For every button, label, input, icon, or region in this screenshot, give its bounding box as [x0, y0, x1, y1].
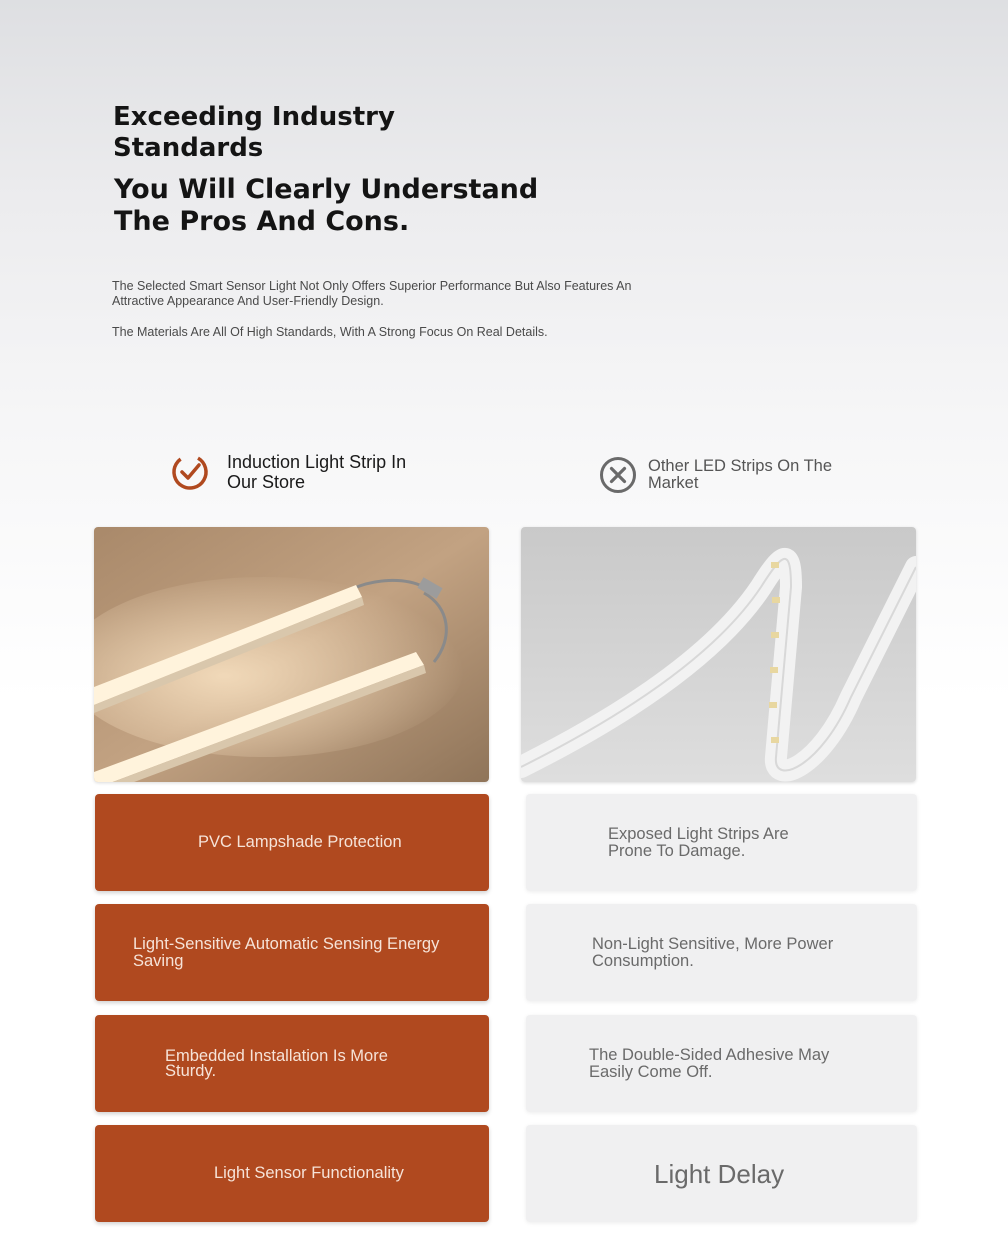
- product-photo-led-strip: [521, 527, 916, 782]
- pro-feature-card-3: [95, 1015, 489, 1112]
- pro-feature-card-2: [95, 904, 489, 1001]
- our-store-column-title: Induction Light Strip In Our Store: [227, 452, 407, 492]
- market-column-header: [598, 455, 848, 495]
- con-feature-card-4: [526, 1125, 917, 1222]
- check-circle-icon: [170, 452, 210, 492]
- con-feature-text-2: Non-Light Sensitive, More Power Consumption.: [592, 934, 834, 970]
- pro-feature-card-4: [95, 1125, 489, 1222]
- pro-feature-text-2: Light-Sensitive Automatic Sensing Energy Saving: [133, 934, 440, 970]
- con-feature-card-2: [526, 904, 917, 1001]
- con-feature-text-1: Exposed Light Strips Are Prone To Damage.: [608, 824, 789, 860]
- pro-feature-card-1: [95, 794, 489, 891]
- pro-feature-text-4: Light Sensor Functionality: [214, 1164, 404, 1182]
- description-paragraph-2: The Materials Are All Of High Standards, With A Strong Focus On Real Details.: [112, 325, 548, 339]
- pro-feature-text-3: Embedded Installation Is More Sturdy.: [165, 1046, 388, 1080]
- market-column-title: Other LED Strips On The Market: [648, 457, 833, 492]
- con-feature-text-4: Light Delay: [654, 1158, 785, 1189]
- con-feature-card-3: [526, 1015, 917, 1112]
- con-feature-text-3: The Double-Sided Adhesive May Easily Come Off.: [589, 1045, 830, 1081]
- x-circle-icon: [598, 455, 638, 495]
- description-paragraph-1: The Selected Smart Sensor Light Not Only Offers Superior Performance But Also Features An Attractive Appearance And User-Friendly Design.: [112, 279, 632, 308]
- pro-feature-text-1: PVC Lampshade Protection: [198, 833, 402, 851]
- page-subtitle: You Will Clearly Understand The Pros And Cons.: [114, 174, 539, 237]
- con-feature-card-1: [526, 794, 917, 891]
- our-store-column-header: [170, 452, 417, 492]
- product-photo-light-bars: [94, 527, 489, 782]
- page-title: Exceeding Industry Standards: [113, 102, 395, 163]
